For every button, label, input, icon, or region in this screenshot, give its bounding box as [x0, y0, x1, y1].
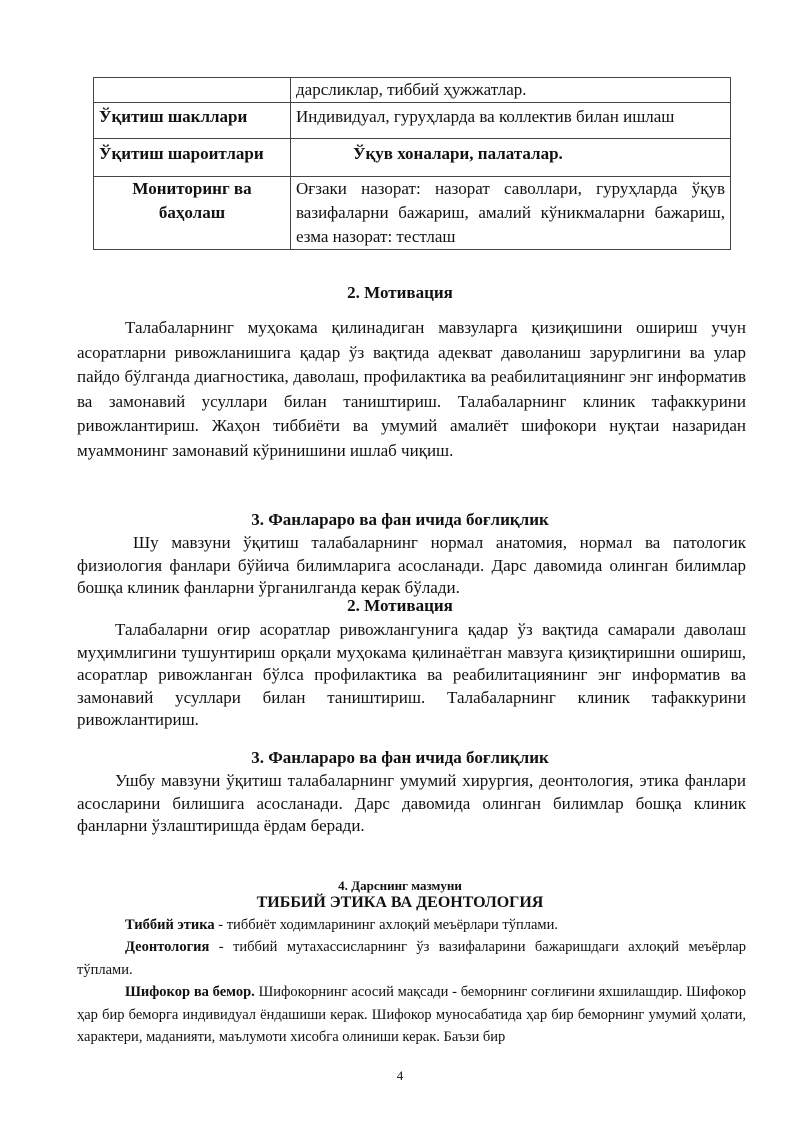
term: Деонтология — [125, 939, 210, 955]
paragraph-text: Шифокорнинг асосий мақсади - беморнинг соғлиғини яхшилашдир. Шифокор ҳар бир беморга индивидуал ёндашиши керак. Шифокор муносабатида ҳар бир беморнинг умумий ҳолати, характери, маданияти, маълумоти хисобга олиниши керак. Баъзи бир — [77, 984, 746, 1045]
table-label-cell: Мониторинг ва баҳолаш — [94, 177, 291, 250]
paragraph — [77, 532, 746, 600]
table-row — [94, 139, 731, 177]
page-number: 4 — [396, 1068, 404, 1083]
table-value-cell: Индивидуал, гуруҳларда ва коллектив билан ишлаш — [291, 103, 731, 139]
paragraph — [77, 914, 746, 937]
table-value-cell: Ўқув хоналари, палаталар. — [291, 139, 731, 177]
paragraph-text: Шу мавзуни ўқитиш талабаларнинг нормал анатомия, нормал ва патологик физиология фанлари бўйича билимларига асосланади. Дарс давомида олинган билимлар бошқа клиник фанларни ўрганилганда керак бўлади. — [77, 533, 746, 597]
paragraph — [77, 619, 746, 732]
section-heading: 2. Мотивация — [347, 283, 453, 302]
table-row — [94, 177, 731, 250]
content-heading: 4. Дарснинг мазмуни — [338, 878, 462, 893]
paragraph-text: Ушбу мавзуни ўқитиш талабаларнинг умумий хирургия, деонтология, этика фанлари асосларини билишига асосланади. Дарс давомида олинган билимлар бошқа клиник фанларни ўзлаштиришда ёрдам беради. — [77, 771, 746, 835]
table-value-cell: дарсликлар, тиббий ҳужжатлар. — [291, 78, 731, 103]
section-heading: 3. Фанлараро ва фан ичида боғлиқлик — [251, 510, 549, 529]
term: Тиббий этика — [125, 917, 215, 933]
table-label-cell — [94, 78, 291, 103]
paragraph — [77, 316, 746, 463]
table-row — [94, 78, 731, 103]
content-title: ТИББИЙ ЭТИКА ВА ДЕОНТОЛОГИЯ — [256, 894, 544, 911]
term: Шифокор ва бемор. — [125, 984, 255, 1000]
table-label-cell: Ўқитиш шакллари — [94, 103, 291, 139]
paragraph — [77, 770, 746, 838]
section-heading: 3. Фанлараро ва фан ичида боғлиқлик — [251, 748, 549, 767]
paragraph-text: - тиббий мутахассисларнинг ўз вазифаларини бажаришдаги ахлоқий меъёрлар тўплами. — [77, 939, 746, 978]
table-row — [94, 103, 731, 139]
paragraph-text: Талабаларнинг муҳокама қилинадиган мавзуларга қизиқишини ошириш учун асоратларни ривожланишига қадар ўз вақтида адекват даволаниш зарурлигини ва улар пайдо бўлганда диагностика, даволаш, профилактика ва реабилитациянинг энг информатив ва замонавий усуллари билан таништириш. Талабаларнинг клиник тафаккурини ривожлантириш. Жаҳон тиббиёти ва умумий амалиёт шифокори нуқтаи назаридан муаммонинг замонавий кўринишини ишлаб чиқиш. — [77, 318, 746, 460]
table-label-cell: Ўқитиш шароитлари — [94, 139, 291, 177]
table-value-cell: Оғзаки назорат: назорат саволлари, гуруҳларда ўқув вазифаларни бажариш, амалий кўникмаларни бажариш, езма назорат: тестлаш — [291, 177, 731, 250]
info-table — [93, 77, 731, 250]
paragraph — [77, 981, 746, 1049]
paragraph — [77, 936, 746, 981]
section-heading: 2. Мотивация — [347, 596, 453, 615]
paragraph-text: Талабаларни оғир асоратлар ривожлангунига қадар ўз вақтида самарали даволаш муҳимлигини тушунтириш орқали муҳокама қилинаётган мавзуга қизиқтиришни ошириш, асоратлар ривожланган бўлса профилактика ва реабилитациянинг энг информатив ва замонавий усуллари билан таништириш. Талабаларнинг клиник тафаккурини ривожлантириш. — [77, 620, 746, 729]
paragraph-text: - тиббиёт ходимларининг ахлоқий меъёрлари тўплами. — [214, 917, 558, 933]
